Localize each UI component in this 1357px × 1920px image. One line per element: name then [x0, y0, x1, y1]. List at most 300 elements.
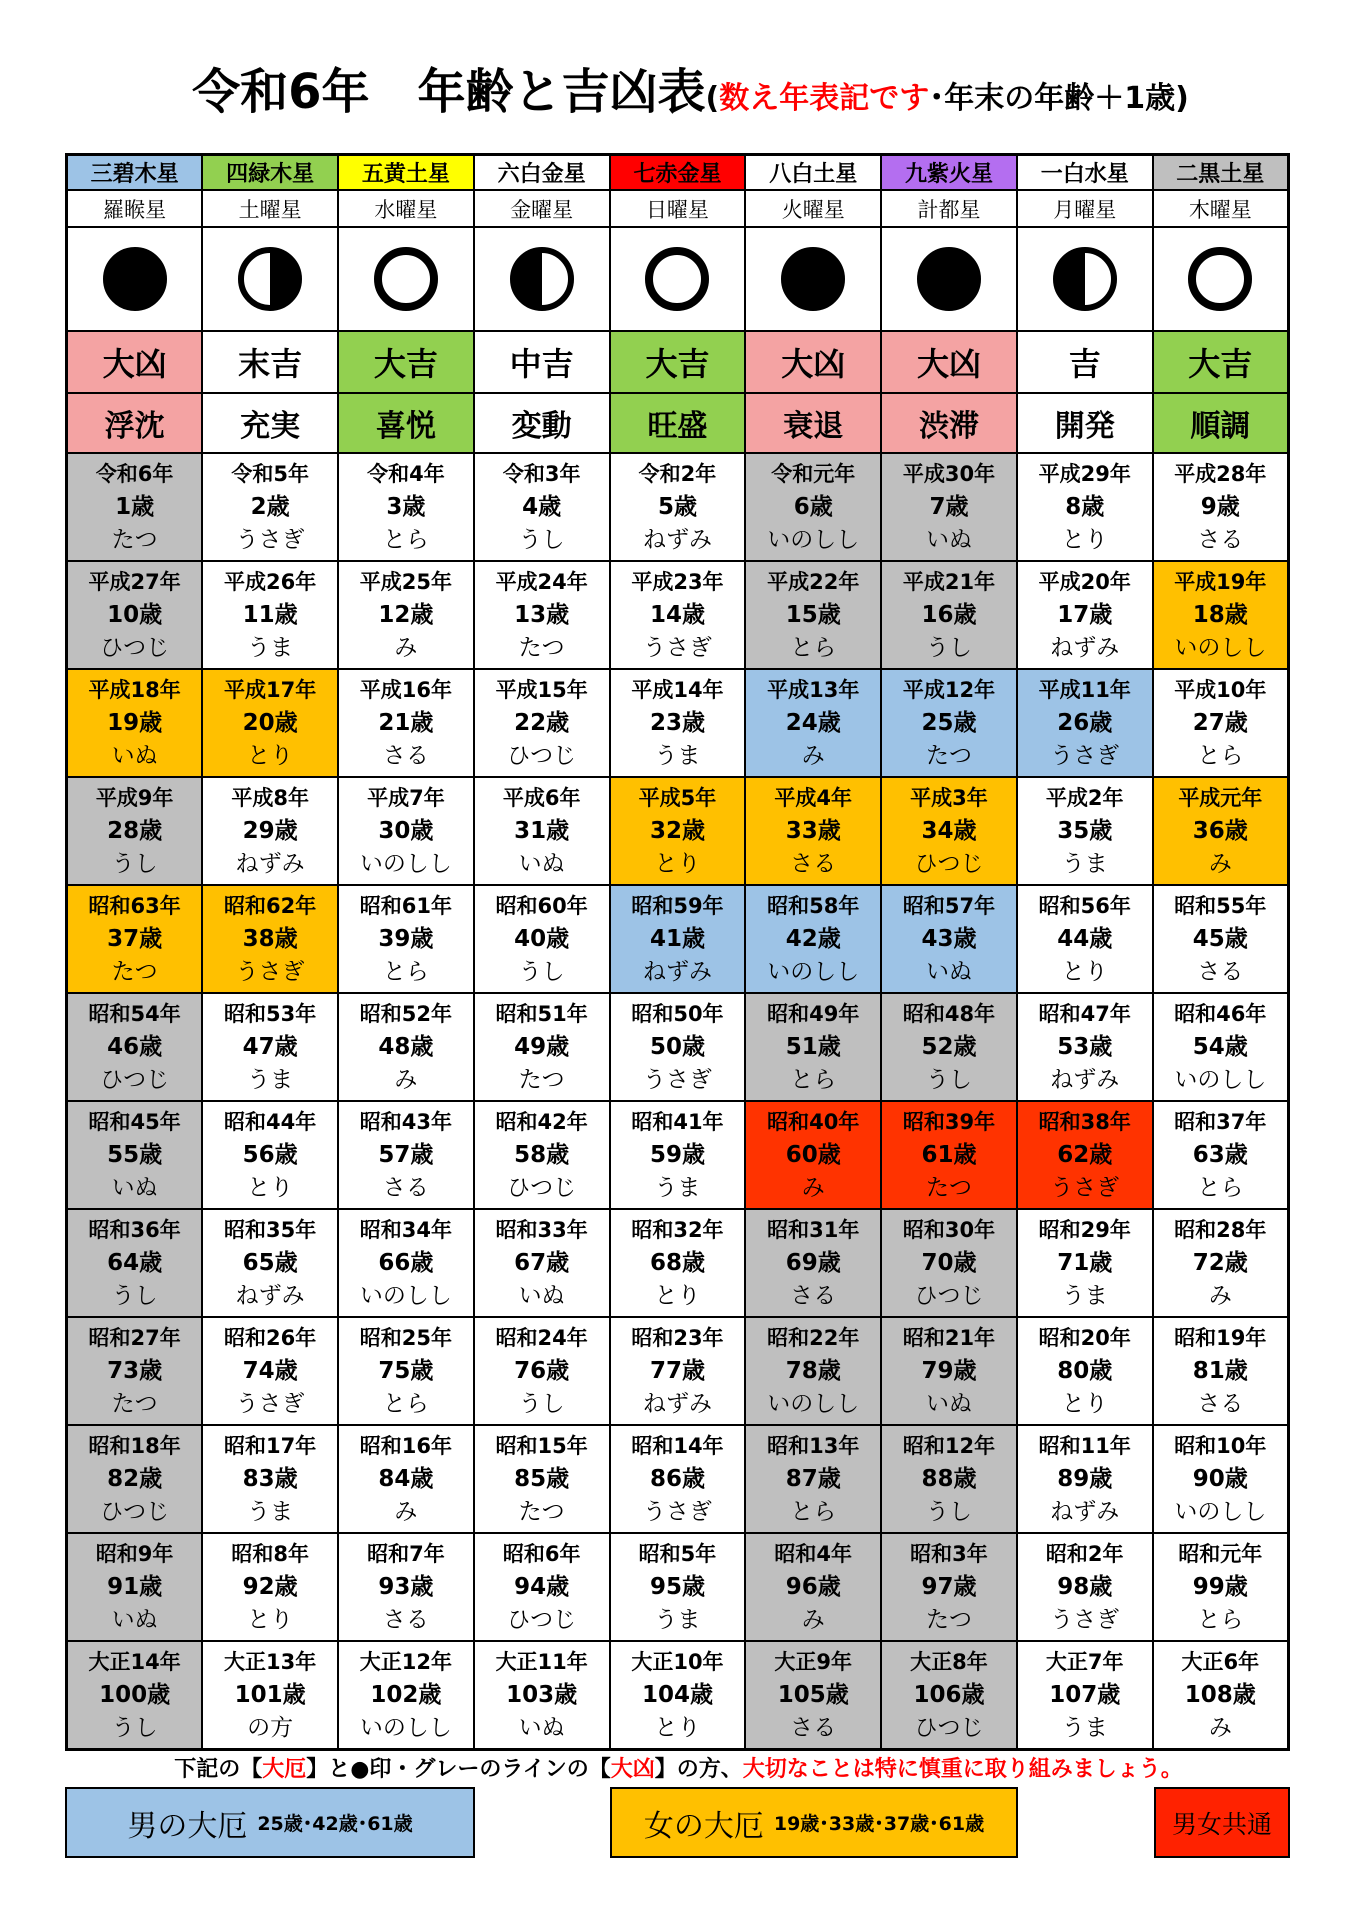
zodiac: うさぎ	[642, 634, 712, 661]
age: 11歳	[242, 601, 298, 628]
zodiac: み	[1208, 850, 1232, 877]
zodiac: たつ	[518, 634, 565, 661]
footer-note	[0, 1755, 1357, 1785]
era-year: 昭和11年	[1038, 1433, 1131, 1458]
age-cell	[1017, 777, 1153, 885]
age-cell	[610, 777, 746, 885]
era-year: 昭和50年	[631, 1001, 724, 1026]
zodiac: うさぎ	[1050, 742, 1120, 769]
age-cell	[474, 885, 610, 993]
age-cell	[1017, 993, 1153, 1101]
legend-female-ages: 19歳･33歳･37歳･61歳	[773, 1813, 985, 1835]
zodiac: たつ	[925, 1606, 972, 1633]
era-year: 昭和59年	[631, 893, 724, 918]
age: 71歳	[1057, 1249, 1113, 1276]
zodiac: とら	[790, 1066, 837, 1093]
age: 53歳	[1057, 1033, 1113, 1060]
age-row	[67, 1317, 1289, 1425]
age: 60歳	[785, 1141, 841, 1168]
age-cell	[202, 1209, 338, 1317]
age-cell	[67, 453, 203, 561]
fortune-cell: 末吉	[202, 331, 338, 393]
age-cell	[745, 993, 881, 1101]
icon-row	[67, 227, 1289, 331]
era-year: 昭和53年	[224, 1001, 317, 1026]
empty-circle-icon	[1188, 247, 1252, 311]
age-cell	[338, 777, 474, 885]
era-year: 平成25年	[359, 569, 453, 594]
age: 56歳	[242, 1141, 298, 1168]
zodiac: み	[801, 1174, 825, 1201]
zodiac: いのしし	[359, 850, 452, 877]
zodiac: み	[801, 742, 825, 769]
zodiac: とら	[382, 526, 429, 553]
age-cell	[474, 561, 610, 669]
zodiac: み	[394, 1498, 418, 1525]
age-cell	[1153, 1425, 1289, 1533]
zodiac: いぬ	[518, 850, 565, 877]
era-year: 昭和27年	[88, 1325, 181, 1350]
planet-cell: 日曜星	[610, 190, 746, 227]
age-cell	[67, 993, 203, 1101]
age: 68歳	[649, 1249, 705, 1276]
age: 84歳	[378, 1465, 434, 1492]
age: 26歳	[1057, 709, 1113, 736]
age-cell	[338, 453, 474, 561]
age: 105歳	[777, 1681, 849, 1708]
keyword-cell: 浮沈	[67, 393, 203, 453]
age: 3歳	[386, 493, 426, 520]
era-year: 昭和20年	[1038, 1325, 1131, 1350]
zodiac: たつ	[518, 1066, 565, 1093]
age: 34歳	[921, 817, 977, 844]
age-row	[67, 453, 1289, 561]
age: 64歳	[107, 1249, 163, 1276]
age: 106歳	[913, 1681, 985, 1708]
age: 23歳	[649, 709, 705, 736]
era-year: 令和2年	[638, 461, 717, 486]
zodiac: うま	[247, 1498, 294, 1525]
icon-cell	[610, 227, 746, 331]
age-cell	[1153, 1533, 1289, 1641]
era-year: 昭和6年	[502, 1541, 581, 1566]
age-cell	[610, 993, 746, 1101]
age-row	[67, 993, 1289, 1101]
age-cell	[338, 1533, 474, 1641]
zodiac: の方	[247, 1714, 294, 1741]
planet-row	[67, 190, 1289, 227]
age-cell	[202, 1317, 338, 1425]
age: 35歳	[1057, 817, 1113, 844]
age-cell	[474, 1209, 610, 1317]
star-name-cell: 一白水星	[1017, 155, 1153, 191]
age: 78歳	[785, 1357, 841, 1384]
footer-note-segment: 下記の【	[174, 1757, 263, 1782]
age-cell	[610, 561, 746, 669]
age: 33歳	[785, 817, 841, 844]
zodiac: いぬ	[925, 526, 972, 553]
icon-cell	[881, 227, 1017, 331]
age-cell	[881, 669, 1017, 777]
zodiac: ねずみ	[1050, 634, 1120, 661]
star-name-cell: 六白金星	[474, 155, 610, 191]
era-year: 平成24年	[495, 569, 588, 594]
age: 103歳	[506, 1681, 578, 1708]
age: 62歳	[1057, 1141, 1113, 1168]
zodiac: とり	[654, 1282, 701, 1309]
zodiac: うま	[1061, 1282, 1108, 1309]
age: 1歳	[115, 493, 155, 520]
age-cell	[1153, 561, 1289, 669]
age-cell	[881, 1209, 1017, 1317]
age-cell	[1153, 1209, 1289, 1317]
age-cell	[610, 1101, 746, 1209]
age-cell	[338, 993, 474, 1101]
era-year: 大正11年	[495, 1649, 588, 1674]
star-name-cell: 八白土星	[745, 155, 881, 191]
age-cell	[1153, 1641, 1289, 1750]
age: 70歳	[921, 1249, 977, 1276]
zodiac: たつ	[518, 1498, 565, 1525]
zodiac: うし	[111, 1714, 158, 1741]
age-cell	[474, 453, 610, 561]
planet-cell: 火曜星	[745, 190, 881, 227]
age: 96歳	[785, 1573, 841, 1600]
age: 94歳	[514, 1573, 570, 1600]
age-cell	[881, 777, 1017, 885]
age-row	[67, 1641, 1289, 1750]
zodiac: うさぎ	[235, 958, 305, 985]
era-year: 大正12年	[359, 1649, 453, 1674]
age: 39歳	[378, 925, 434, 952]
icon-cell	[1153, 227, 1289, 331]
legend-male-label: 男の大厄	[127, 1808, 248, 1844]
era-year: 平成12年	[902, 677, 996, 702]
era-year: 平成10年	[1174, 677, 1267, 702]
age: 66歳	[378, 1249, 434, 1276]
age: 29歳	[242, 817, 298, 844]
era-year: 平成27年	[88, 569, 181, 594]
left-half-filled-circle-icon	[510, 247, 574, 311]
zodiac: たつ	[111, 1390, 158, 1417]
age-cell	[881, 993, 1017, 1101]
age: 2歳	[250, 493, 290, 520]
fortune-table	[65, 153, 1290, 1751]
fortune-cell: 大吉	[1153, 331, 1289, 393]
age-cell	[1017, 561, 1153, 669]
footer-note-segment: 大凶	[610, 1757, 655, 1782]
age: 43歳	[921, 925, 977, 952]
legend-female-yaku	[610, 1787, 1018, 1858]
era-year: 平成9年	[95, 785, 174, 810]
zodiac: うし	[518, 958, 565, 985]
era-year: 大正9年	[774, 1649, 853, 1674]
zodiac: み	[801, 1606, 825, 1633]
fortune-cell: 大吉	[610, 331, 746, 393]
age-cell	[1017, 1425, 1153, 1533]
era-year: 平成17年	[224, 677, 317, 702]
icon-cell	[67, 227, 203, 331]
footer-note-segment: 大厄	[262, 1757, 307, 1782]
age: 47歳	[242, 1033, 298, 1060]
zodiac: とら	[790, 1498, 837, 1525]
age-cell	[881, 453, 1017, 561]
age-cell	[745, 669, 881, 777]
zodiac: いのしし	[359, 1282, 452, 1309]
planet-cell: 金曜星	[474, 190, 610, 227]
fortune-row	[67, 331, 1289, 393]
zodiac: いぬ	[111, 742, 158, 769]
age: 14歳	[649, 601, 705, 628]
zodiac: いのしし	[767, 1390, 860, 1417]
age: 19歳	[107, 709, 163, 736]
zodiac: うし	[518, 526, 565, 553]
zodiac: ねずみ	[235, 850, 305, 877]
era-year: 大正14年	[88, 1649, 181, 1674]
age-cell	[1017, 885, 1153, 993]
era-year: 昭和3年	[910, 1541, 988, 1566]
era-year: 大正13年	[224, 1649, 317, 1674]
age: 27歳	[1192, 709, 1248, 736]
era-year: 平成11年	[1038, 677, 1131, 702]
zodiac: とり	[247, 1606, 294, 1633]
age: 104歳	[641, 1681, 713, 1708]
age-cell	[610, 453, 746, 561]
zodiac: うま	[247, 1066, 294, 1093]
age: 24歳	[785, 709, 841, 736]
era-year: 昭和58年	[767, 893, 860, 918]
fortune-cell: 大凶	[745, 331, 881, 393]
era-year: 平成13年	[767, 677, 860, 702]
age: 4歳	[522, 493, 562, 520]
zodiac: ひつじ	[914, 1282, 984, 1309]
star-row	[67, 155, 1289, 191]
zodiac: たつ	[111, 526, 158, 553]
era-year: 昭和29年	[1038, 1217, 1131, 1242]
zodiac: うま	[247, 634, 294, 661]
age: 30歳	[378, 817, 434, 844]
age-cell	[1017, 1101, 1153, 1209]
age-cell	[474, 1533, 610, 1641]
era-year: 昭和32年	[631, 1217, 724, 1242]
zodiac: さる	[382, 1606, 429, 1633]
empty-circle-icon	[645, 247, 709, 311]
age-cell	[745, 561, 881, 669]
era-year: 平成8年	[231, 785, 309, 810]
age-cell	[202, 453, 338, 561]
era-year: 令和4年	[367, 461, 445, 486]
era-year: 昭和30年	[902, 1217, 996, 1242]
age: 17歳	[1057, 601, 1113, 628]
age: 102歳	[370, 1681, 442, 1708]
age: 80歳	[1057, 1357, 1113, 1384]
zodiac: とら	[1197, 1606, 1244, 1633]
zodiac: うさぎ	[1050, 1174, 1120, 1201]
age-cell	[67, 1101, 203, 1209]
era-year: 平成22年	[767, 569, 860, 594]
fortune-cell: 大吉	[338, 331, 474, 393]
zodiac: ねずみ	[1050, 1066, 1120, 1093]
age-cell	[202, 561, 338, 669]
zodiac: ねずみ	[642, 1390, 712, 1417]
age-cell	[202, 777, 338, 885]
zodiac: たつ	[925, 742, 972, 769]
keyword-cell: 喜悦	[338, 393, 474, 453]
fortune-cell: 吉	[1017, 331, 1153, 393]
zodiac: うさぎ	[1050, 1606, 1120, 1633]
age: 28歳	[107, 817, 163, 844]
keyword-cell: 変動	[474, 393, 610, 453]
era-year: 昭和15年	[495, 1433, 588, 1458]
legend-both-yaku	[1154, 1787, 1290, 1858]
era-year: 平成30年	[902, 461, 996, 486]
zodiac: ねずみ	[642, 958, 712, 985]
age: 74歳	[242, 1357, 298, 1384]
left-half-filled-circle-icon	[1053, 247, 1117, 311]
keyword-cell: 衰退	[745, 393, 881, 453]
era-year: 平成20年	[1038, 569, 1131, 594]
era-year: 昭和51年	[495, 1001, 588, 1026]
zodiac: ひつじ	[914, 850, 984, 877]
zodiac: たつ	[111, 958, 158, 985]
era-year: 昭和49年	[767, 1001, 860, 1026]
zodiac: うさぎ	[235, 1390, 305, 1417]
age-cell	[67, 1425, 203, 1533]
age: 25歳	[921, 709, 977, 736]
age-cell	[474, 993, 610, 1101]
title-note-red: 数え年表記です	[719, 81, 930, 116]
age-cell	[202, 885, 338, 993]
age-cell	[338, 1101, 474, 1209]
age: 93歳	[378, 1573, 434, 1600]
era-year: 昭和36年	[88, 1217, 181, 1242]
age-cell	[745, 1317, 881, 1425]
zodiac: ひつじ	[507, 1174, 577, 1201]
age-cell	[67, 777, 203, 885]
era-year: 昭和42年	[495, 1109, 588, 1134]
age-cell	[338, 1317, 474, 1425]
age-cell	[1153, 1317, 1289, 1425]
era-year: 大正8年	[910, 1649, 988, 1674]
era-year: 昭和10年	[1174, 1433, 1267, 1458]
zodiac: いのしし	[359, 1714, 452, 1741]
era-year: 昭和34年	[359, 1217, 453, 1242]
era-year: 平成18年	[88, 677, 181, 702]
era-year: 平成6年	[502, 785, 581, 810]
zodiac: うま	[1061, 850, 1108, 877]
zodiac: み	[394, 1066, 418, 1093]
age-cell	[745, 1209, 881, 1317]
age: 63歳	[1192, 1141, 1248, 1168]
full-circle-icon	[781, 247, 845, 311]
age-cell	[1017, 1317, 1153, 1425]
era-year: 令和3年	[502, 461, 581, 486]
zodiac: いぬ	[111, 1174, 158, 1201]
zodiac: うま	[1061, 1714, 1108, 1741]
age: 79歳	[921, 1357, 977, 1384]
star-name-cell: 七赤金星	[610, 155, 746, 191]
zodiac: とり	[1061, 1390, 1108, 1417]
era-year: 平成3年	[910, 785, 988, 810]
era-year: 平成16年	[359, 677, 453, 702]
age-cell	[1017, 1533, 1153, 1641]
era-year: 平成7年	[367, 785, 445, 810]
keyword-cell: 開発	[1017, 393, 1153, 453]
era-year: 大正7年	[1045, 1649, 1124, 1674]
age-cell	[881, 1425, 1017, 1533]
age: 87歳	[785, 1465, 841, 1492]
age: 67歳	[514, 1249, 570, 1276]
age-cell	[474, 777, 610, 885]
age: 72歳	[1192, 1249, 1248, 1276]
age: 22歳	[514, 709, 570, 736]
age: 76歳	[514, 1357, 570, 1384]
age-cell	[202, 1101, 338, 1209]
zodiac: うし	[925, 1066, 972, 1093]
age-cell	[474, 669, 610, 777]
age-cell	[1153, 669, 1289, 777]
age-cell	[745, 1533, 881, 1641]
age: 75歳	[378, 1357, 434, 1384]
age-cell	[338, 1425, 474, 1533]
age-cell	[881, 1533, 1017, 1641]
fortune-cell: 大凶	[881, 331, 1017, 393]
age-cell	[745, 777, 881, 885]
zodiac: ねずみ	[1050, 1498, 1120, 1525]
age: 49歳	[514, 1033, 570, 1060]
age-cell	[202, 993, 338, 1101]
age-cell	[881, 561, 1017, 669]
age-cell	[1017, 1209, 1153, 1317]
era-year: 昭和40年	[767, 1109, 860, 1134]
age-cell	[610, 1209, 746, 1317]
age-row	[67, 885, 1289, 993]
era-year: 平成28年	[1174, 461, 1267, 486]
age-cell	[338, 1641, 474, 1750]
age-cell	[1017, 1641, 1153, 1750]
legend-male-yaku	[65, 1787, 475, 1858]
age: 69歳	[785, 1249, 841, 1276]
icon-cell	[745, 227, 881, 331]
age: 73歳	[107, 1357, 163, 1384]
era-year: 昭和48年	[902, 1001, 996, 1026]
age: 44歳	[1057, 925, 1113, 952]
age: 77歳	[649, 1357, 705, 1384]
keyword-cell: 順調	[1153, 393, 1289, 453]
era-year: 昭和54年	[88, 1001, 181, 1026]
age: 32歳	[649, 817, 705, 844]
age-cell	[610, 1533, 746, 1641]
era-year: 昭和57年	[902, 893, 996, 918]
era-year: 昭和4年	[774, 1541, 853, 1566]
title-paren-open: (	[705, 81, 720, 116]
planet-cell: 月曜星	[1017, 190, 1153, 227]
zodiac: とり	[654, 850, 701, 877]
era-year: 昭和35年	[224, 1217, 317, 1242]
age-cell	[202, 669, 338, 777]
age-row	[67, 1101, 1289, 1209]
age: 18歳	[1192, 601, 1248, 628]
era-year: 昭和16年	[359, 1433, 453, 1458]
age-row	[67, 669, 1289, 777]
zodiac: うし	[518, 1390, 565, 1417]
era-year: 令和元年	[771, 461, 856, 486]
age-cell	[745, 885, 881, 993]
era-year: 平成14年	[631, 677, 724, 702]
zodiac: ひつじ	[914, 1714, 984, 1741]
age-cell	[474, 1317, 610, 1425]
era-year: 平成4年	[774, 785, 853, 810]
